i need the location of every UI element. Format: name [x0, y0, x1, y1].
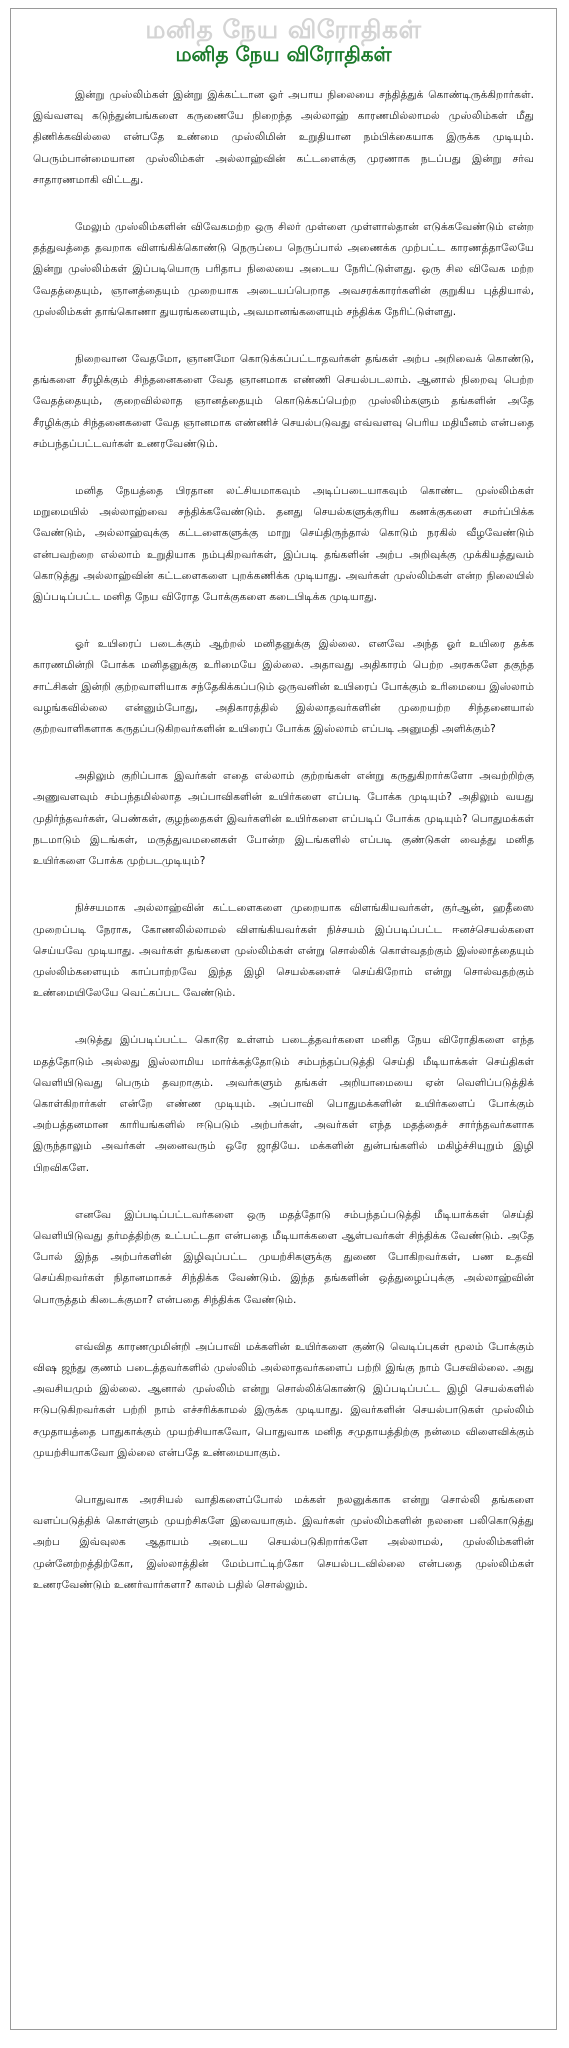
article-paragraph: பொதுவாக அரசியல் வாதிகளைப்போல் மக்கள் நலனுக்காக என்று சொல்லி தங்களை வளப்படுத்திக் கொள்ளும் முயற்சிகளே இவையாகும். இவர்கள் முஸ்லிம்களின் நலனை பலிகொடுத்து அற்ப இவ்வுலக ஆதாயம் அடைய செயல்படுகிறார்களே அல்லாமல், முஸ்லிம்களின் முன்னேற்றத்திற்கோ, இஸ்லாத்தின் மேம்பாட்டிற்கோ செயல்படவில்லை என்பதை முஸ்லிம்கள் உணரவேண்டும் உணர்வார்களா? காலம் பதில் சொல்லும். — [33, 1493, 534, 1591]
article-paragraph: அடுத்து இப்படிப்பட்ட கொடூர உள்ளம் படைத்தவர்களை மனித நேய விரோதிகளை எந்த மதத்தோடும் அல்லது இஸ்லாமிய மார்க்கத்தோடும் சம்பந்தப்படுத்தி செய்தி மீடியாக்கள் செய்திகள் வெளியிடுவது பெரும் தவறாகும். அவர்களும் தங்கள் அறியாமையை ஏன் வெளிப்படுத்திக் கொள்கிறார்கள் என்றே எண்ண முடியும். அப்பாவி பொதுமக்களின் உயிர்களைப் போக்கும் அற்பத்தனமான காரியங்களில் ஈடுபடும் அற்பர்கள், அவர்கள் எந்த மதத்தைச் சார்ந்தவர்களாக இருந்தாலும் அவர்கள் அனைவரும் ஒரே ஜாதியே. மக்களின் துன்பங்களில் மகிழ்ச்சியுறும் இழி பிறவிகளே. — [33, 1034, 534, 1174]
article-paragraph: மனித நேயத்தை பிரதான லட்சியமாகவும் அடிப்படையாகவும் கொண்ட முஸ்லிம்கள் மறுமையில் அல்லாஹ்வை சந்திக்கவேண்டும். தனது செயல்களுக்குரிய கணக்குகளை சமர்ப்பிக்க வேண்டும், அல்லாஹ்வுக்கு கட்டளைகளுக்கு மாறு செய்திருந்தால் கொடும் நரகில் வீழவேண்டும் என்பவற்றை எல்லாம் உறுதியாக நம்புகிறவர்கள், இப்படி தங்களின் அற்ப அறிவுக்கு முக்கியத்துவம் கொடுத்து அல்லாஹ்வின் கட்டளைகளை புறக்கணிக்க முடியாது. அவர்கள் முஸ்லிம்கள் என்ற நிலையில் இப்படிப்பட்ட மனித நேய விரோத போக்குகளை கடைபிடிக்க முடியாது. — [33, 485, 534, 604]
article-page — [10, 8, 557, 2030]
header-shadow-title: மனித நேய விரோதிகள் — [145, 15, 422, 44]
article-header — [11, 9, 556, 71]
article-paragraph: இன்று முஸ்லிம்கள் இன்று இக்கட்டான ஓர் அபாய நிலையை சந்தித்துக் கொண்டிருக்கிறார்கள். இவ்வளவு கடுந்துன்பங்களை கருணையே நிறைந்த அல்லாஹ் காரணமில்லாமல் முஸ்லிம்கள் மீது திணிக்கவில்லை என்பதே உண்மை முஸ்லிமின் உறுதியான நம்பிக்கையாக இருக்க முடியும். பெரும்பான்மையான முஸ்லிம்கள் அல்லாஹ்வின் கட்டளைக்கு முரணாக நடப்பது இன்று சர்வ சாதாரணமாகி விட்டது. — [33, 89, 534, 186]
article-paragraph: நிறைவான வேதமோ, ஞானமோ கொடுக்கப்பட்டாதவர்கள் தங்கள் அற்ப அறிவைக் கொண்டு, தங்களை சீரழிக்கும் சிந்தனைகளை வேத ஞானமாக எண்ணி செயல்படலாம். ஆனால் நிறைவு பெற்ற வேதத்தையும், குறைவில்லாத ஞானத்தையும் கொடுக்கப்பெற்ற முஸ்லிம்களும் தங்களின் அதே சீரழிக்கும் சிந்தனைகளை வேத ஞானமாக எண்ணிச் செயல்படுவது எவ்வளவு பெரிய மதியீனம் என்பதை சம்பந்தப்பட்டவர்கள் உணரவேண்டும். — [33, 353, 534, 450]
article-paragraph: எனவே இப்படிப்பட்டவர்களை ஒரு மதத்தோடு சம்பந்தப்படுத்தி மீடியாக்கள் செய்தி வெளியிடுவது தர்மத்திற்கு உட்பட்டதா என்பதை மீடியாக்களை ஆள்பவர்கள் சிந்திக்க வேண்டும். அதே போல் இந்த அற்பர்களின் இழிவுப்பட்ட முயற்சிகளுக்கு துணை போகிறவர்கள், பண உதவி செய்கிறவர்கள் நிதானமாகச் சிந்திக்க வேண்டும். இந்த தங்களின் ஒத்துழைப்புக்கு அல்லாஹ்வின் பொருத்தம் கிடைக்குமா? என்பதை சிந்திக்க வேண்டும். — [33, 1208, 534, 1306]
article-paragraph: மேலும் முஸ்லிம்களின் விவேகமற்ற ஒரு சிலர் முள்ளை முள்ளால்தான் எடுக்கவேண்டும் என்ற தத்துவத்தை தவறாக விளங்கிக்கொண்டு நெருப்பை நெருப்பால் அணைக்க முற்பட்ட காரணத்தாலேயே இன்று முஸ்லிம்கள் இப்படியொரு பரிதாப நிலையை அடைய நேரிட்டுள்ளது. ஒரு சில விவேக மற்ற வேதத்தையும், ஞானத்தையும் முறையாக அடையப்பெறாத அவசரக்காரர்களின் குறுகிய புத்தியால், முஸ்லிம்கள் தாங்கொணா துயரங்களையும், அவமானங்களையும் சந்திக்க நேரிட்டுள்ளது. — [33, 221, 534, 318]
page-title: மனித நேய விரோதிகள் — [175, 42, 392, 66]
article-paragraph: அதிலும் குறிப்பாக இவர்கள் எதை எல்லாம் குற்றங்கள் என்று கருதுகிறார்களோ அவற்றிற்கு அணுவளவும் சம்பந்தமில்லாத அப்பாவிகளின் உயிர்களை எப்படி போக்க முடியும்? அதிலும் வயது முதிர்ந்தவர்கள், பெண்கள், குழந்தைகள் இவர்களின் உயிர்களை எப்படிப் போக்க முடியும்? பொதுமக்கள் நடமாடும் இடங்கள், மருத்துவமனைகள் போன்ற இடங்களில் எப்படி குண்டுகள் வைத்து மனித உயிர்களை போக்க முற்படமுடியும்? — [33, 770, 534, 868]
article-body — [11, 71, 556, 1596]
article-paragraph: ஓர் உயிரைப் படைக்கும் ஆற்றல் மனிதனுக்கு இல்லை. எனவே அந்த ஓர் உயிரை தக்க காரணமின்றி போக்க மனிதனுக்கு உரிமையே இல்லை. அதாவது அதிகாரம் பெற்ற அரசுகளே தகுந்த சாட்சிகள் இன்றி குற்றவாளியாக சந்தேகிக்கப்படும் ஒருவனின் உயிரைப் போக்கும் உரிமையை இஸ்லாம் வழங்கவில்லை என்னும்போது, அதிகாரத்தில் இல்லாதவர்களின் முறையற்ற சிந்தனையால் குற்றவாளிகளாக கருதப்படுகிறவர்களின் உயிரைப் போக்க இஸ்லாம் எப்படி அனுமதி அளிக்கும்? — [33, 638, 534, 736]
article-paragraph: நிச்சயமாக அல்லாஹ்வின் கட்டளைகளை முறையாக விளங்கியவர்கள், குர்ஆன், ஹதீஸை முறைப்படி நேராக, கோணலில்லாமல் விளங்கியவர்கள் நிச்சயம் இப்படிப்பட்ட ஈனச்செயல்களை செய்யவே முடியாது. அவர்கள் தங்களை முஸ்லிம்கள் என்று சொல்லிக் கொள்வதற்கும் இஸ்லாத்தையும் முஸ்லிம்களையும் காப்பாற்றவே இந்த இழி செயல்களைச் செய்கிறோம் என்று சொல்வதற்கும் உண்மையிலேயே வெட்கப்பட வேண்டும். — [33, 902, 534, 1000]
article-paragraph: எவ்வித காரணமுமின்றி அப்பாவி மக்களின் உயிர்களை குண்டு வெடிப்புகள் மூலம் போக்கும் விஷ ஜந்து குணம் படைத்தவர்களில் முஸ்லிம் அல்லாதவர்களைப் பற்றி இங்கு நாம் பேசவில்லை. அது அவசியமும் இல்லை. ஆனால் முஸ்லிம் என்று சொல்லிக்கொண்டு இப்படிப்பட்ட இழி செயல்களில் ஈடுபடுகிறவர்கள் பற்றி நாம் எச்சரிக்காமல் இருக்க முடியாது. இவர்களின் செயல்பாடுகள் முஸ்லிம் சமுதாயத்தை பாதுகாக்கும் முயற்சியாகவோ, பொதுவாக மனித சமுதாயத்திற்கு நன்மை விளைவிக்கும் முயற்சியாகவோ இல்லை என்பதே உண்மையாகும். — [33, 1340, 534, 1459]
